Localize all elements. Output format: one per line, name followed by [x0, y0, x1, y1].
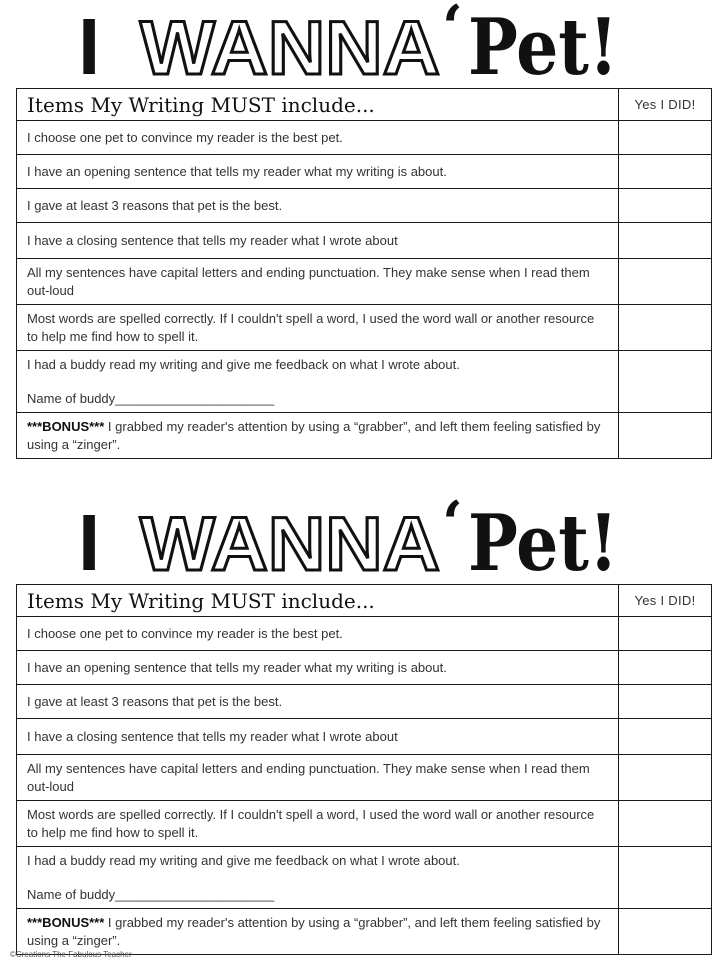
criterion-text: I gave at least 3 reasons that pet is the best. [17, 189, 619, 223]
buddy-name-line[interactable]: Name of buddy______________________ [27, 886, 275, 902]
table-row [17, 189, 712, 223]
table-row [17, 755, 712, 801]
checkbox-cell[interactable] [619, 351, 712, 413]
bonus-criterion [17, 413, 619, 459]
checkbox-cell[interactable] [619, 801, 712, 847]
criterion-text: I have an opening sentence that tells my reader what my writing is about. [17, 155, 619, 189]
buddy-text: I had a buddy read my writing and give me feedback on what I wrote about. [27, 852, 460, 868]
table-row [17, 847, 712, 909]
checkbox-cell[interactable] [619, 259, 712, 305]
header-check-label: Yes I DID! [619, 89, 712, 121]
title-apostrophe: ‘ [442, 496, 463, 559]
table-row [17, 617, 712, 651]
criterion-text: I have a closing sentence that tells my reader what I wrote about [17, 719, 619, 755]
bonus-mark: ***BONUS*** [27, 418, 105, 434]
bonus-text: I grabbed my reader's attention by using a “grabber”, and left them feeling satisfied by using a “zinger”. [27, 418, 601, 452]
table-row [17, 351, 712, 413]
criterion-text: I choose one pet to convince my reader is the best pet. [17, 617, 619, 651]
checkbox-cell[interactable] [619, 121, 712, 155]
page-title [0, 0, 720, 86]
table-row [17, 909, 712, 955]
title-word-pet: Pet! [468, 2, 618, 86]
title-word-wanna: WANNA [140, 6, 441, 86]
buddy-name-line[interactable]: Name of buddy______________________ [27, 390, 275, 406]
table-row [17, 223, 712, 259]
checkbox-cell[interactable] [619, 685, 712, 719]
table-row [17, 305, 712, 351]
table-row [17, 121, 712, 155]
bonus-mark: ***BONUS*** [27, 914, 105, 930]
checkbox-cell[interactable] [619, 651, 712, 685]
checkbox-cell[interactable] [619, 847, 712, 909]
table-row [17, 685, 712, 719]
title-apostrophe: ‘ [442, 0, 463, 63]
criterion-text: I choose one pet to convince my reader is the best pet. [17, 121, 619, 155]
checkbox-cell[interactable] [619, 189, 712, 223]
header-items-label: Items My Writing MUST include... [17, 585, 619, 617]
criterion-text: All my sentences have capital letters and ending punctuation. They make sense when I read them out-loud [17, 259, 619, 305]
criterion-text: I have an opening sentence that tells my reader what my writing is about. [17, 651, 619, 685]
criterion-text: All my sentences have capital letters and ending punctuation. They make sense when I read them out-loud [17, 755, 619, 801]
title-word-pet: Pet! [468, 498, 618, 582]
checkbox-cell[interactable] [619, 223, 712, 259]
table-row [17, 413, 712, 459]
criterion-text: Most words are spelled correctly. If I couldn't spell a word, I used the word wall or another resource to help me find how to spell it. [17, 305, 619, 351]
checklist-table [16, 584, 712, 955]
title-word-wanna: WANNA [140, 502, 441, 582]
buddy-text: I had a buddy read my writing and give me feedback on what I wrote about. [27, 356, 460, 372]
title-word-i: I [78, 2, 101, 86]
table-row [17, 719, 712, 755]
checkbox-cell[interactable] [619, 155, 712, 189]
table-row [17, 259, 712, 305]
checkbox-cell[interactable] [619, 719, 712, 755]
checkbox-cell[interactable] [619, 909, 712, 955]
checkbox-cell[interactable] [619, 413, 712, 459]
header-check-label: Yes I DID! [619, 585, 712, 617]
checkbox-cell[interactable] [619, 305, 712, 351]
table-row [17, 801, 712, 847]
table-row [17, 155, 712, 189]
bonus-criterion [17, 909, 619, 955]
criterion-text: I have a closing sentence that tells my reader what I wrote about [17, 223, 619, 259]
table-row [17, 651, 712, 685]
table-header-row [17, 585, 712, 617]
buddy-criterion [17, 847, 619, 909]
criterion-text: Most words are spelled correctly. If I couldn't spell a word, I used the word wall or another resource to help me find how to spell it. [17, 801, 619, 847]
table-header-row [17, 89, 712, 121]
copyright-text: ©Creations The Fabulous Teacher [10, 950, 132, 959]
buddy-criterion [17, 351, 619, 413]
header-items-label: Items My Writing MUST include... [17, 89, 619, 121]
title-word-i: I [78, 498, 101, 582]
page-title [0, 496, 720, 582]
checkbox-cell[interactable] [619, 617, 712, 651]
criterion-text: I gave at least 3 reasons that pet is the best. [17, 685, 619, 719]
checklist-table [16, 88, 712, 459]
bonus-text: I grabbed my reader's attention by using a “grabber”, and left them feeling satisfied by using a “zinger”. [27, 914, 601, 948]
checkbox-cell[interactable] [619, 755, 712, 801]
